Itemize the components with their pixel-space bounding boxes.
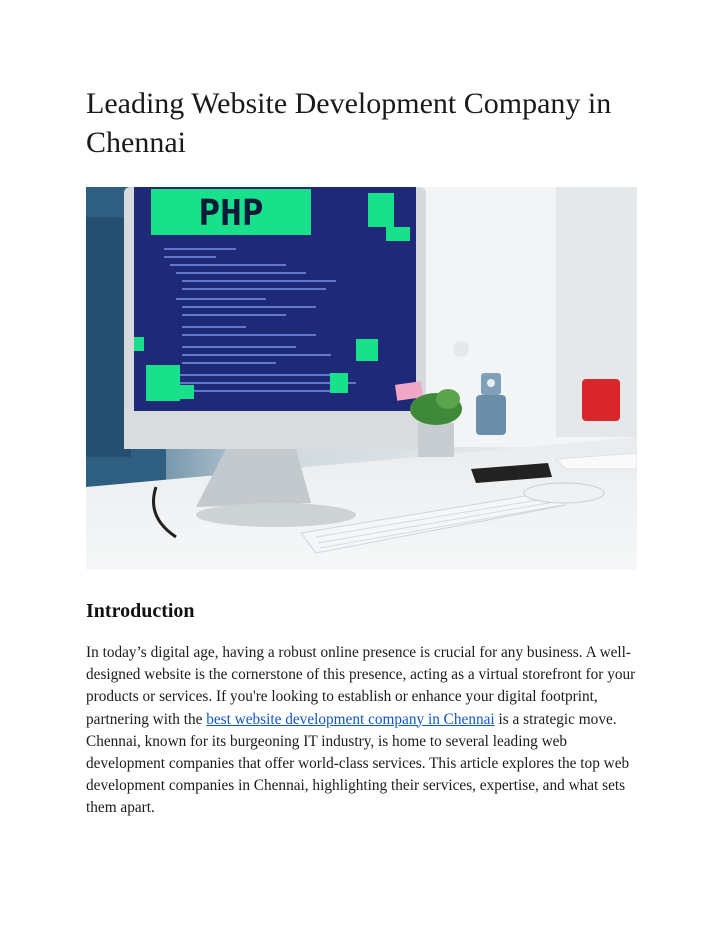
hero-image	[86, 187, 637, 570]
best-website-development-link[interactable]: best website development company in Chennai	[206, 710, 495, 728]
paragraph-text-start: In today’s digital age, having a robust online presence is crucial for any business. A well-designed website is the cornerstone of this presence, acting as a virtual storefront for your products or services. If you're looking to establish or enhance your digital footprint, partnering with the	[86, 644, 636, 728]
php-code-monitor-illustration	[86, 187, 637, 570]
paragraph-text-end: is a strategic move. Chennai, known for its burgeoning IT industry, is home to several leading web development companies that offer world-class services. This article explores the top web development companies in Chennai, highlighting their services, expertise, and what sets them apart.	[86, 710, 630, 817]
screen-heading: PHP	[198, 193, 264, 234]
intro-paragraph	[86, 642, 642, 820]
section-heading: Introduction	[86, 600, 195, 622]
page-title: Leading Website Development Company in Chennai	[86, 87, 612, 159]
